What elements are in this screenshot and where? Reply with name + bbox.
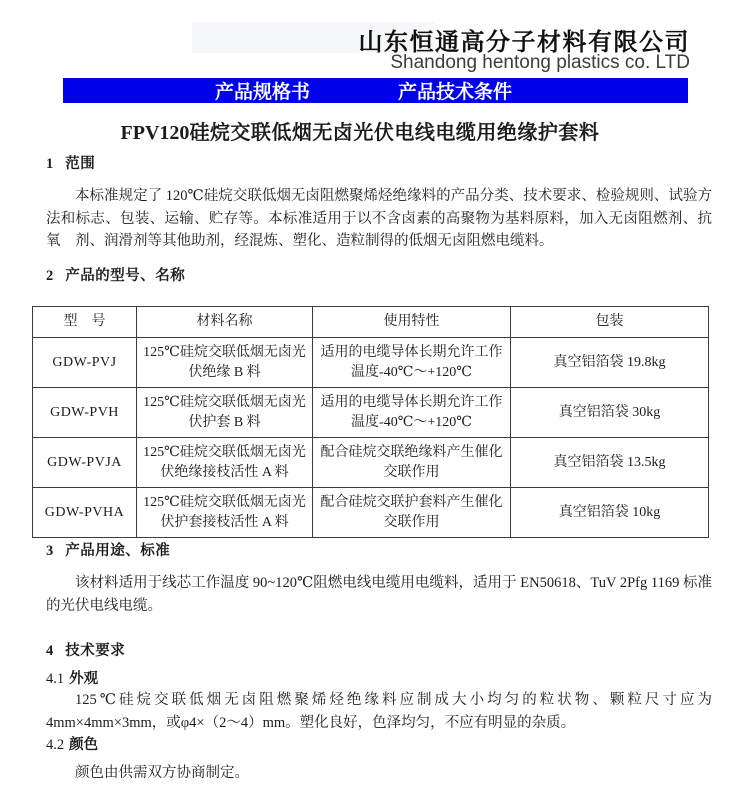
section3-heading: 3 产品用途、标准 <box>46 543 171 559</box>
section1-paragraph: 本标准规定了 120℃硅烷交联低烟无卤阻燃聚烯烃绝缘料的产品分类、技术要求、检验规则、试验方法和标志、包装、运输、贮存等。本标准适用于以不含卤素的高聚物为基料原料，加入无卤阻燃剂、抗氧 剂、润滑剂等其他助剂，经混炼、塑化、造粒制得的低烟无卤阻燃电缆料。 <box>46 188 712 249</box>
cell-model: GDW-PVJ <box>33 338 137 388</box>
company-name-cn: 山东恒通高分子材料有限公司 <box>358 29 690 56</box>
header-banner <box>63 78 688 103</box>
section42-heading: 4.2 颜色 <box>46 737 99 753</box>
document-title-model: FPV120 <box>120 122 190 144</box>
product-model-table <box>32 306 709 538</box>
cell-packing: 真空铝箔袋 30kg <box>511 388 709 438</box>
cell-packing: 真空铝箔袋 10kg <box>511 488 709 538</box>
cell-characteristics: 适用的电缆导体长期允许工作温度-40℃～+120℃ <box>313 338 511 388</box>
banner-label-spec: 产品规格书 <box>215 82 311 103</box>
cell-material: 125℃硅烷交联低烟无卤光伏绝缘接枝活性 A 料 <box>137 438 313 488</box>
cell-material: 125℃硅烷交联低烟无卤光伏绝缘 B 料 <box>137 338 313 388</box>
table-row <box>33 488 709 538</box>
table-row <box>33 338 709 388</box>
document-title <box>0 116 720 145</box>
table-row <box>33 438 709 488</box>
section3-paragraph: 该材料适用于线芯工作温度 90~120℃阻燃电线电缆用电缆料，适用于 EN50618、TuV 2Pfg 1169 标准的光伏电线电缆。 <box>46 575 712 614</box>
cell-model: GDW-PVH <box>33 388 137 438</box>
cell-characteristics: 配合硅烷交联护套料产生催化交联作用 <box>313 488 511 538</box>
section41-heading: 4.1 外观 <box>46 671 99 687</box>
company-name-en: Shandong hentong plastics co. LTD <box>390 52 690 73</box>
section42-paragraph: 颜色由供需双方协商制定。 <box>75 765 249 781</box>
section2-heading: 2 产品的型号、名称 <box>46 268 186 284</box>
cell-characteristics: 配合硅烷交联绝缘料产生催化交联作用 <box>313 438 511 488</box>
col-header-material: 材料名称 <box>137 307 313 338</box>
table-header-row <box>33 307 709 338</box>
cell-material: 125℃硅烷交联低烟无卤光伏护套 B 料 <box>137 388 313 438</box>
col-header-packing: 包装 <box>511 307 709 338</box>
col-header-model: 型 号 <box>33 307 137 338</box>
cell-characteristics: 适用的电缆导体长期允许工作温度-40℃～+120℃ <box>313 388 511 438</box>
cell-packing: 真空铝箔袋 13.5kg <box>511 438 709 488</box>
section1-heading: 1 范围 <box>46 156 96 172</box>
banner-label-tech: 产品技术条件 <box>398 82 513 103</box>
cell-model: GDW-PVJA <box>33 438 137 488</box>
section41-paragraph: 125℃硅烷交联低烟无卤阻燃聚烯烃绝缘料应制成大小均匀的粒状物、颗粒尺寸应为 4mm×4mm×3mm，或φ4×（2～4）mm。塑化良好，色泽均匀，不应有明显的杂质。 <box>46 692 712 731</box>
cell-model: GDW-PVHA <box>33 488 137 538</box>
col-header-characteristics: 使用特性 <box>313 307 511 338</box>
section4-heading: 4 技术要求 <box>46 643 126 659</box>
document-title-text: 硅烷交联低烟无卤光伏电线电缆用绝缘护套料 <box>189 122 600 144</box>
cell-material: 125℃硅烷交联低烟无卤光伏护套接枝活性 A 料 <box>137 488 313 538</box>
table-row <box>33 388 709 438</box>
cell-packing: 真空铝箔袋 19.8kg <box>511 338 709 388</box>
